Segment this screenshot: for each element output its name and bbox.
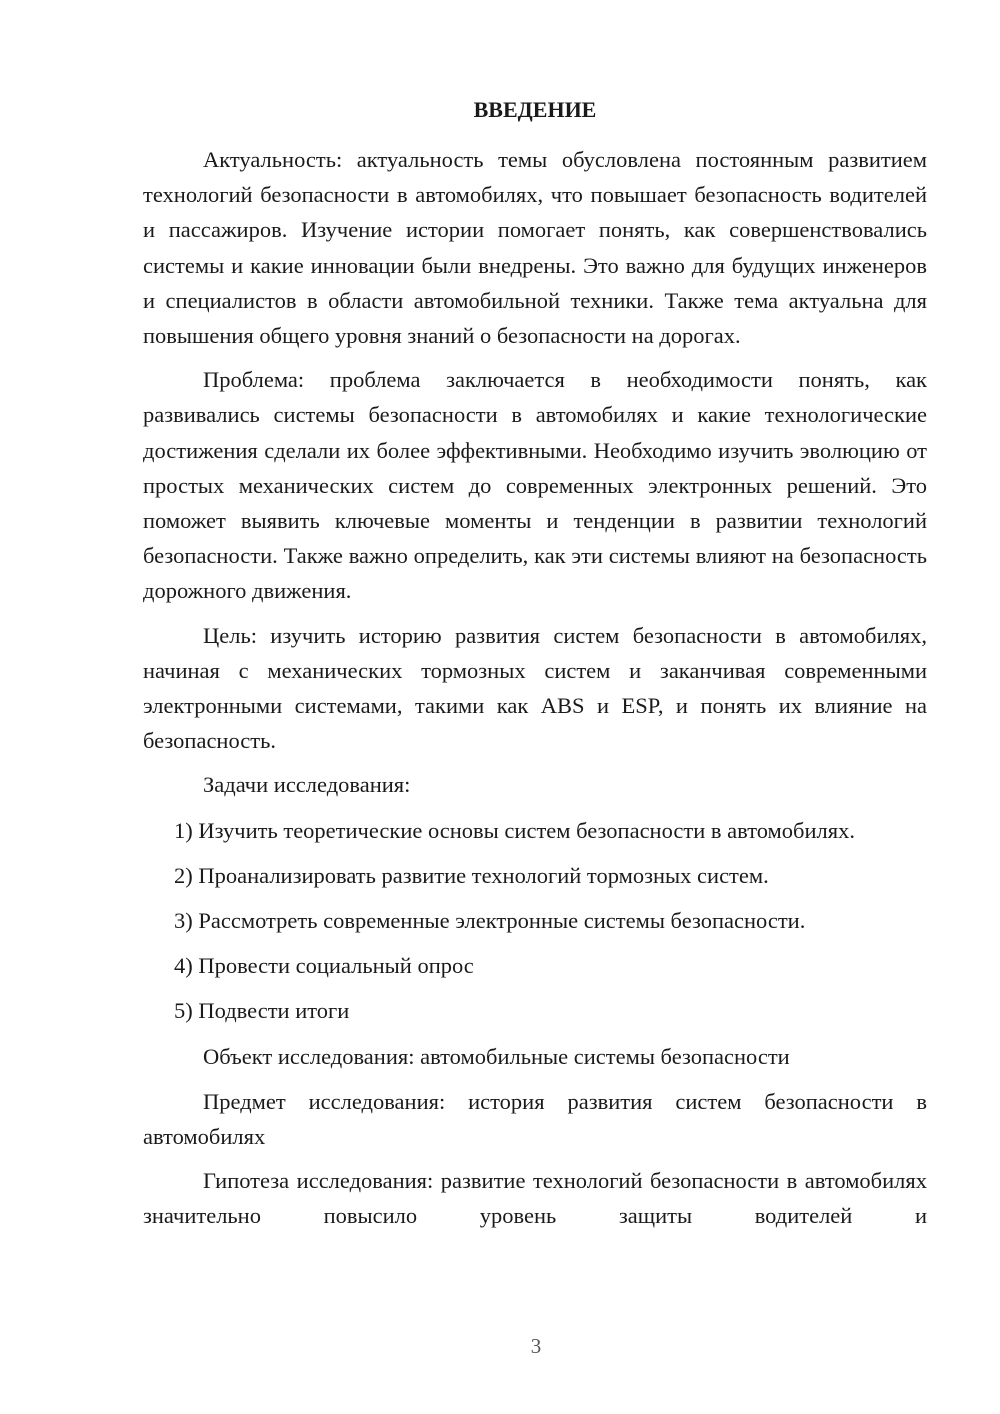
page-number: 3: [530, 1334, 542, 1358]
subject-paragraph: Предмет исследования: история развития систем безопасности в автомобилях: [143, 1088, 927, 1150]
problem-paragraph: Проблема: проблема заключается в необходимости понять, как развивались системы безопасности в автомобилях и какие технологические достижения сделали их более эффективными. Необходимо изучить эволюцию от простых механических систем до современных электронных решений. Это поможет выявить ключевые моменты и тенденции в развитии технологий безопасности. Также важно определить, как эти системы влияют на безопасность дорожного движения.: [143, 367, 927, 604]
relevance-paragraph: Актуальность: актуальность темы обусловлена постоянным развитием технологий безопасности в автомобилях, что повышает безопасность водителей и пассажиров. Изучение истории помогает понять, как совершенствовались системы и какие инновации были внедрены. Это важно для будущих инженеров и специалистов в области автомобильной техники. Также тема актуальна для повышения общего уровня знаний о безопасности на дорогах.: [143, 147, 927, 349]
task-item: 2) Проанализировать развитие технологий тормозных систем.: [174, 862, 769, 888]
page-title: ВВЕДЕНИЕ: [473, 97, 597, 122]
task-item: 5) Подвести итоги: [174, 998, 350, 1024]
goal-paragraph: Цель: изучить историю развития систем безопасности в автомобилях, начиная с механических тормозных систем и заканчивая современными электронными системами, такими как ABS и ESP, и понять их влияние на безопасность.: [143, 622, 927, 754]
task-item: 1) Изучить теоретические основы систем безопасности в автомобилях.: [174, 817, 855, 843]
task-item: 4) Провести социальный опрос: [174, 953, 474, 979]
page-content: [143, 96, 927, 1243]
tasks-heading: Задачи исследования:: [203, 772, 411, 798]
task-item: 3) Рассмотреть современные электронные системы безопасности.: [174, 908, 806, 934]
hypothesis-paragraph: Гипотеза исследования: развитие технологий безопасности в автомобилях значительно повысило уровень защиты водителей и: [143, 1168, 927, 1229]
object-paragraph: Объект исследования: автомобильные системы безопасности: [203, 1043, 790, 1069]
